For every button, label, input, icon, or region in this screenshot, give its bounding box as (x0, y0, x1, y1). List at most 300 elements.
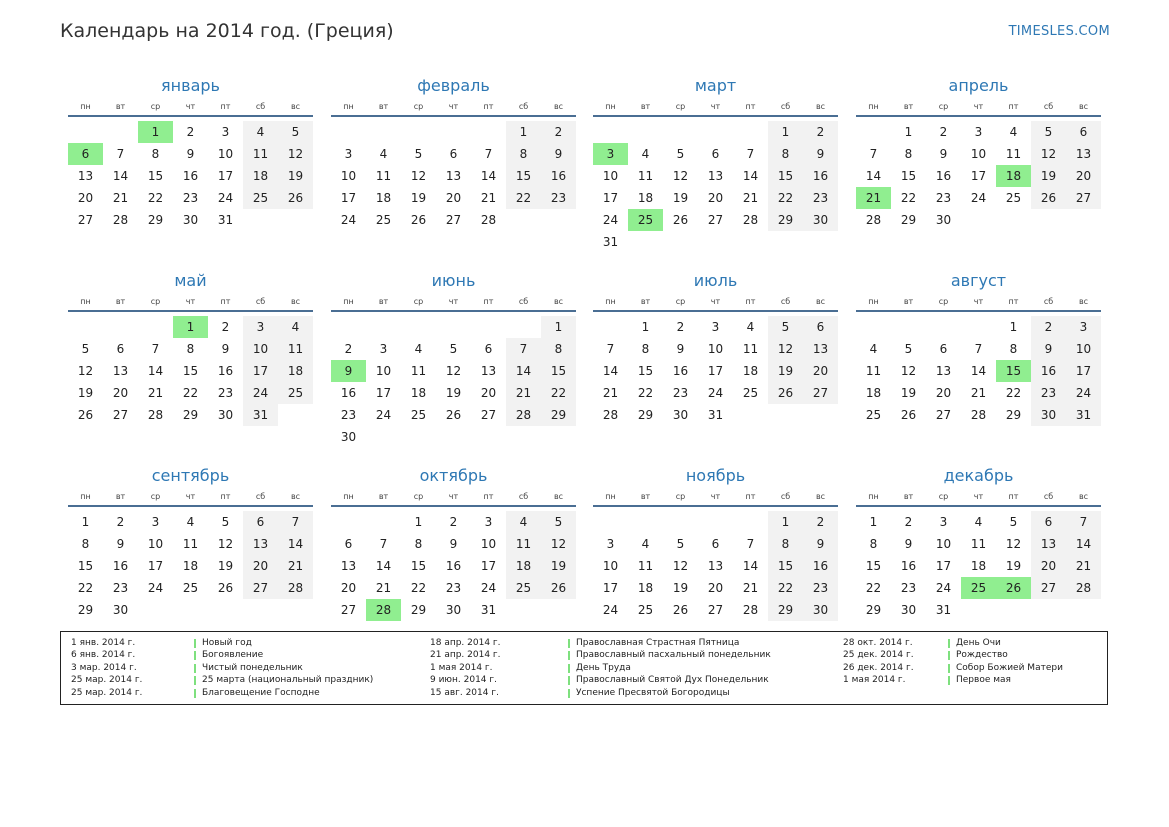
day-cell: 15 (506, 165, 541, 187)
legend-marker (194, 651, 196, 660)
day-cell: 19 (217, 559, 234, 573)
legend-date: 25 мар. 2014 г. (71, 675, 143, 686)
month-5 (68, 269, 313, 426)
day-cell: 9 (939, 147, 948, 161)
month-3 (593, 74, 838, 253)
empty-cell (628, 511, 663, 533)
day-cell: 23 (445, 581, 462, 595)
day-cell: 19 (278, 165, 313, 187)
weekday-label: пт (745, 297, 756, 306)
day-cell: 11 (637, 169, 654, 183)
weekday-label: вт (115, 492, 126, 501)
legend-date: 26 дек. 2014 г. (843, 662, 914, 673)
day-cell: 23 (935, 191, 952, 205)
day-cell: 25 (278, 382, 313, 404)
day-cell: 18 (375, 191, 392, 205)
days-grid (593, 511, 838, 621)
day-cell: 17 (147, 559, 164, 573)
day-cell: 4 (746, 320, 755, 334)
day-cell: 19 (445, 386, 462, 400)
weekday-label: вт (115, 297, 126, 306)
weekday-header (593, 98, 838, 117)
day-cell: 15 (768, 165, 803, 187)
day-cell: 18 (506, 555, 541, 577)
empty-cell (593, 511, 628, 533)
weekday-label: вт (640, 102, 651, 111)
day-cell: 12 (410, 169, 427, 183)
weekday-label: сб (255, 297, 266, 306)
day-cell: 10 (375, 364, 392, 378)
legend-marker (194, 639, 196, 648)
empty-cell (331, 511, 366, 533)
day-cell: 21 (742, 191, 759, 205)
day-cell: 24 (1066, 382, 1101, 404)
day-cell: 21 (970, 386, 987, 400)
day-cell: 30 (182, 213, 199, 227)
legend-holiday-name: Успение Пресвятой Богородицы (576, 687, 730, 698)
day-cell: 6 (1031, 511, 1066, 533)
day-cell: 11 (1005, 147, 1022, 161)
day-cell: 27 (480, 408, 497, 422)
weekday-header (331, 98, 576, 117)
site-link[interactable]: TIMESLES.COM (1008, 24, 1110, 39)
empty-cell (68, 316, 103, 338)
day-cell: 24 (602, 603, 619, 617)
weekday-label: пт (745, 492, 756, 501)
day-cell: 26 (1031, 187, 1066, 209)
day-cell: 16 (803, 165, 838, 187)
day-cell: 20 (935, 386, 952, 400)
day-cell: 27 (707, 603, 724, 617)
day-cell: 4 (1009, 125, 1018, 139)
holiday-day-cell: 6 (68, 143, 103, 165)
day-cell: 8 (641, 342, 650, 356)
day-cell: 16 (900, 559, 917, 573)
day-cell: 18 (637, 191, 654, 205)
day-cell: 26 (541, 577, 576, 599)
day-cell: 22 (768, 577, 803, 599)
legend-marker (194, 676, 196, 685)
day-cell: 21 (506, 382, 541, 404)
legend-marker (194, 689, 196, 698)
day-cell: 22 (410, 581, 427, 595)
day-cell: 20 (1066, 165, 1101, 187)
day-cell: 14 (506, 360, 541, 382)
weekday-label: вт (378, 492, 389, 501)
day-cell: 15 (900, 169, 917, 183)
day-cell: 4 (506, 511, 541, 533)
weekday-label: пн (343, 297, 354, 306)
day-cell: 5 (676, 537, 685, 551)
day-cell: 10 (340, 169, 357, 183)
weekday-label: вс (815, 297, 826, 306)
day-cell: 23 (803, 577, 838, 599)
day-cell: 15 (637, 364, 654, 378)
day-cell: 11 (742, 342, 759, 356)
empty-cell (698, 511, 733, 533)
legend-marker (194, 664, 196, 673)
weekday-label: ср (413, 297, 424, 306)
legend-marker (568, 689, 570, 698)
day-cell: 1 (869, 515, 878, 529)
day-cell: 27 (1066, 187, 1101, 209)
month-name: октябрь (419, 466, 488, 485)
empty-cell (593, 121, 628, 143)
day-cell: 12 (672, 169, 689, 183)
day-cell: 5 (768, 316, 803, 338)
day-cell: 2 (803, 121, 838, 143)
day-cell: 27 (1031, 577, 1066, 599)
day-cell: 30 (1031, 404, 1066, 426)
day-cell: 7 (379, 537, 388, 551)
days-grid (331, 121, 576, 231)
day-cell: 16 (217, 364, 234, 378)
weekday-label: пн (868, 102, 879, 111)
day-cell: 27 (112, 408, 129, 422)
day-cell: 29 (637, 408, 654, 422)
day-cell: 9 (803, 533, 838, 555)
weekday-label: чт (448, 297, 459, 306)
empty-cell (331, 121, 366, 143)
day-cell: 3 (606, 537, 615, 551)
day-cell: 10 (243, 338, 278, 360)
day-cell: 25 (1005, 191, 1022, 205)
day-cell: 22 (768, 187, 803, 209)
legend-marker (948, 639, 950, 648)
day-cell: 5 (904, 342, 913, 356)
month-1 (68, 74, 313, 231)
day-cell: 11 (278, 338, 313, 360)
day-cell: 24 (217, 191, 234, 205)
empty-cell (856, 316, 891, 338)
day-cell: 16 (182, 169, 199, 183)
day-cell: 25 (637, 603, 654, 617)
day-cell: 10 (602, 559, 619, 573)
day-cell: 16 (935, 169, 952, 183)
empty-cell (471, 121, 506, 143)
day-cell: 9 (186, 147, 195, 161)
day-cell: 30 (340, 430, 357, 444)
day-cell: 23 (217, 386, 234, 400)
day-cell: 5 (449, 342, 458, 356)
weekday-label: вс (553, 492, 564, 501)
day-cell: 5 (676, 147, 685, 161)
day-cell: 23 (541, 187, 576, 209)
weekday-label: чт (185, 492, 196, 501)
day-cell: 17 (707, 364, 724, 378)
weekday-label: пт (220, 297, 231, 306)
weekday-label: ср (675, 492, 686, 501)
day-cell: 22 (182, 386, 199, 400)
month-7 (593, 269, 838, 426)
days-grid (331, 316, 576, 448)
day-cell: 30 (217, 408, 234, 422)
day-cell: 7 (506, 338, 541, 360)
days-grid (856, 316, 1101, 426)
day-cell: 22 (1005, 386, 1022, 400)
empty-cell (663, 121, 698, 143)
month-9 (68, 464, 313, 621)
day-cell: 8 (869, 537, 878, 551)
day-cell: 8 (506, 143, 541, 165)
day-cell: 22 (637, 386, 654, 400)
day-cell: 8 (541, 338, 576, 360)
day-cell: 21 (480, 191, 497, 205)
day-cell: 31 (602, 235, 619, 249)
day-cell: 26 (278, 187, 313, 209)
month-name: август (950, 271, 1007, 290)
day-cell: 2 (676, 320, 685, 334)
day-cell: 11 (506, 533, 541, 555)
day-cell: 11 (970, 537, 987, 551)
day-cell: 7 (151, 342, 160, 356)
day-cell: 25 (182, 581, 199, 595)
weekday-label: пт (483, 492, 494, 501)
day-cell: 30 (935, 213, 952, 227)
weekday-label: пн (80, 492, 91, 501)
day-cell: 3 (711, 320, 720, 334)
day-cell: 30 (112, 603, 129, 617)
weekday-label: пт (483, 102, 494, 111)
legend-holiday-name: Новый год (202, 638, 252, 648)
day-cell: 12 (541, 533, 576, 555)
day-cell: 24 (147, 581, 164, 595)
holiday-day-cell: 3 (593, 143, 628, 165)
weekday-label: чт (448, 492, 459, 501)
month-11 (593, 464, 838, 621)
day-cell: 14 (480, 169, 497, 183)
day-cell: 11 (375, 169, 392, 183)
day-cell: 10 (970, 147, 987, 161)
day-cell: 14 (602, 364, 619, 378)
legend-holiday-name: День Труда (576, 662, 631, 673)
day-cell: 13 (707, 169, 724, 183)
day-cell: 30 (445, 603, 462, 617)
legend-marker (948, 664, 950, 673)
day-cell: 11 (865, 364, 882, 378)
day-cell: 31 (707, 408, 724, 422)
month-name: ноябрь (685, 466, 746, 485)
day-cell: 20 (112, 386, 129, 400)
day-cell: 7 (746, 537, 755, 551)
day-cell: 20 (707, 581, 724, 595)
day-cell: 14 (375, 559, 392, 573)
day-cell: 16 (672, 364, 689, 378)
day-cell: 6 (243, 511, 278, 533)
weekday-header (856, 98, 1101, 117)
day-cell: 6 (711, 147, 720, 161)
day-cell: 30 (803, 599, 838, 621)
empty-cell (733, 511, 768, 533)
day-cell: 7 (116, 147, 125, 161)
day-cell: 26 (672, 603, 689, 617)
day-cell: 29 (768, 599, 803, 621)
holiday-day-cell: 26 (996, 577, 1031, 599)
day-cell: 29 (900, 213, 917, 227)
day-cell: 8 (904, 147, 913, 161)
day-cell: 2 (116, 515, 125, 529)
day-cell: 29 (410, 603, 427, 617)
day-cell: 12 (1005, 537, 1022, 551)
legend-holiday-name: День Очи (956, 638, 1001, 648)
month-name: февраль (417, 76, 490, 95)
weekday-label: чт (973, 102, 984, 111)
day-cell: 28 (602, 408, 619, 422)
month-2 (331, 74, 576, 231)
day-cell: 26 (445, 408, 462, 422)
day-cell: 2 (344, 342, 353, 356)
legend-marker (568, 639, 570, 648)
day-cell: 25 (410, 408, 427, 422)
day-cell: 23 (182, 191, 199, 205)
holiday-legend (60, 631, 1108, 705)
day-cell: 9 (116, 537, 125, 551)
day-cell: 1 (641, 320, 650, 334)
day-cell: 20 (445, 191, 462, 205)
day-cell: 15 (77, 559, 94, 573)
day-cell: 23 (672, 386, 689, 400)
day-cell: 10 (217, 147, 234, 161)
day-cell: 10 (602, 169, 619, 183)
day-cell: 14 (278, 533, 313, 555)
day-cell: 8 (414, 537, 423, 551)
day-cell: 18 (278, 360, 313, 382)
day-cell: 22 (77, 581, 94, 595)
day-cell: 15 (865, 559, 882, 573)
legend-holiday-name: Православный пасхальный понедельник (576, 650, 771, 661)
days-grid (856, 121, 1101, 231)
weekday-label: пн (80, 297, 91, 306)
day-cell: 26 (672, 213, 689, 227)
holiday-day-cell: 28 (366, 599, 401, 621)
weekday-label: вс (553, 102, 564, 111)
day-cell: 22 (506, 187, 541, 209)
day-cell: 7 (869, 147, 878, 161)
day-cell: 29 (147, 213, 164, 227)
day-cell: 21 (278, 555, 313, 577)
empty-cell (663, 511, 698, 533)
weekday-label: вс (1078, 297, 1089, 306)
month-name: декабрь (943, 466, 1014, 485)
weekday-label: сб (780, 297, 791, 306)
day-cell: 20 (480, 386, 497, 400)
empty-cell (366, 511, 401, 533)
weekday-label: пн (605, 492, 616, 501)
weekday-label: сб (518, 102, 529, 111)
day-cell: 11 (243, 143, 278, 165)
empty-cell (926, 316, 961, 338)
empty-cell (961, 316, 996, 338)
day-cell: 4 (379, 147, 388, 161)
day-cell: 30 (900, 603, 917, 617)
legend-date: 25 дек. 2014 г. (843, 650, 914, 661)
days-grid (68, 511, 313, 621)
day-cell: 24 (970, 191, 987, 205)
day-cell: 1 (414, 515, 423, 529)
day-cell: 18 (243, 165, 278, 187)
day-cell: 28 (112, 213, 129, 227)
day-cell: 22 (541, 382, 576, 404)
day-cell: 16 (445, 559, 462, 573)
holiday-day-cell: 25 (628, 209, 663, 231)
legend-holiday-name: Богоявление (202, 650, 264, 661)
day-cell: 3 (974, 125, 983, 139)
day-cell: 27 (77, 213, 94, 227)
day-cell: 15 (410, 559, 427, 573)
day-cell: 9 (449, 537, 458, 551)
day-cell: 13 (340, 559, 357, 573)
legend-date: 6 янв. 2014 г. (71, 650, 136, 661)
day-cell: 17 (602, 191, 619, 205)
day-cell: 29 (541, 404, 576, 426)
day-cell: 2 (541, 121, 576, 143)
day-cell: 5 (414, 147, 423, 161)
weekday-label: ср (675, 102, 686, 111)
empty-cell (436, 121, 471, 143)
day-cell: 24 (602, 213, 619, 227)
day-cell: 22 (865, 581, 882, 595)
day-cell: 12 (278, 143, 313, 165)
empty-cell (733, 121, 768, 143)
day-cell: 17 (340, 191, 357, 205)
day-cell: 11 (410, 364, 427, 378)
day-cell: 12 (217, 537, 234, 551)
day-cell: 8 (186, 342, 195, 356)
legend-holiday-name: Православный Святой Дух Понедельник (576, 675, 769, 686)
day-cell: 10 (147, 537, 164, 551)
weekday-label: ср (938, 492, 949, 501)
day-cell: 21 (602, 386, 619, 400)
day-cell: 7 (606, 342, 615, 356)
day-cell: 27 (340, 603, 357, 617)
day-cell: 29 (1005, 408, 1022, 422)
day-cell: 9 (221, 342, 230, 356)
weekday-label: чт (710, 492, 721, 501)
weekday-label: ср (150, 102, 161, 111)
month-name: июль (693, 271, 738, 290)
day-cell: 23 (803, 187, 838, 209)
day-cell: 25 (375, 213, 392, 227)
day-cell: 2 (904, 515, 913, 529)
weekday-label: вс (290, 492, 301, 501)
weekday-label: вс (290, 297, 301, 306)
day-cell: 19 (541, 555, 576, 577)
month-8 (856, 269, 1101, 426)
weekday-label: вт (378, 102, 389, 111)
weekday-label: вт (903, 492, 914, 501)
weekday-header (856, 293, 1101, 312)
day-cell: 26 (77, 408, 94, 422)
holiday-day-cell: 9 (331, 360, 366, 382)
weekday-label: чт (973, 492, 984, 501)
day-cell: 13 (1066, 143, 1101, 165)
day-cell: 31 (935, 603, 952, 617)
weekday-label: вс (815, 102, 826, 111)
weekday-label: вт (378, 297, 389, 306)
day-cell: 23 (112, 581, 129, 595)
day-cell: 25 (865, 408, 882, 422)
legend-holiday-name: Православная Страстная Пятница (576, 638, 740, 648)
day-cell: 1 (81, 515, 90, 529)
day-cell: 6 (449, 147, 458, 161)
empty-cell (401, 316, 436, 338)
month-4 (856, 74, 1101, 231)
day-cell: 29 (768, 209, 803, 231)
empty-cell (68, 121, 103, 143)
day-cell: 1 (904, 125, 913, 139)
day-cell: 8 (768, 533, 803, 555)
day-cell: 15 (147, 169, 164, 183)
